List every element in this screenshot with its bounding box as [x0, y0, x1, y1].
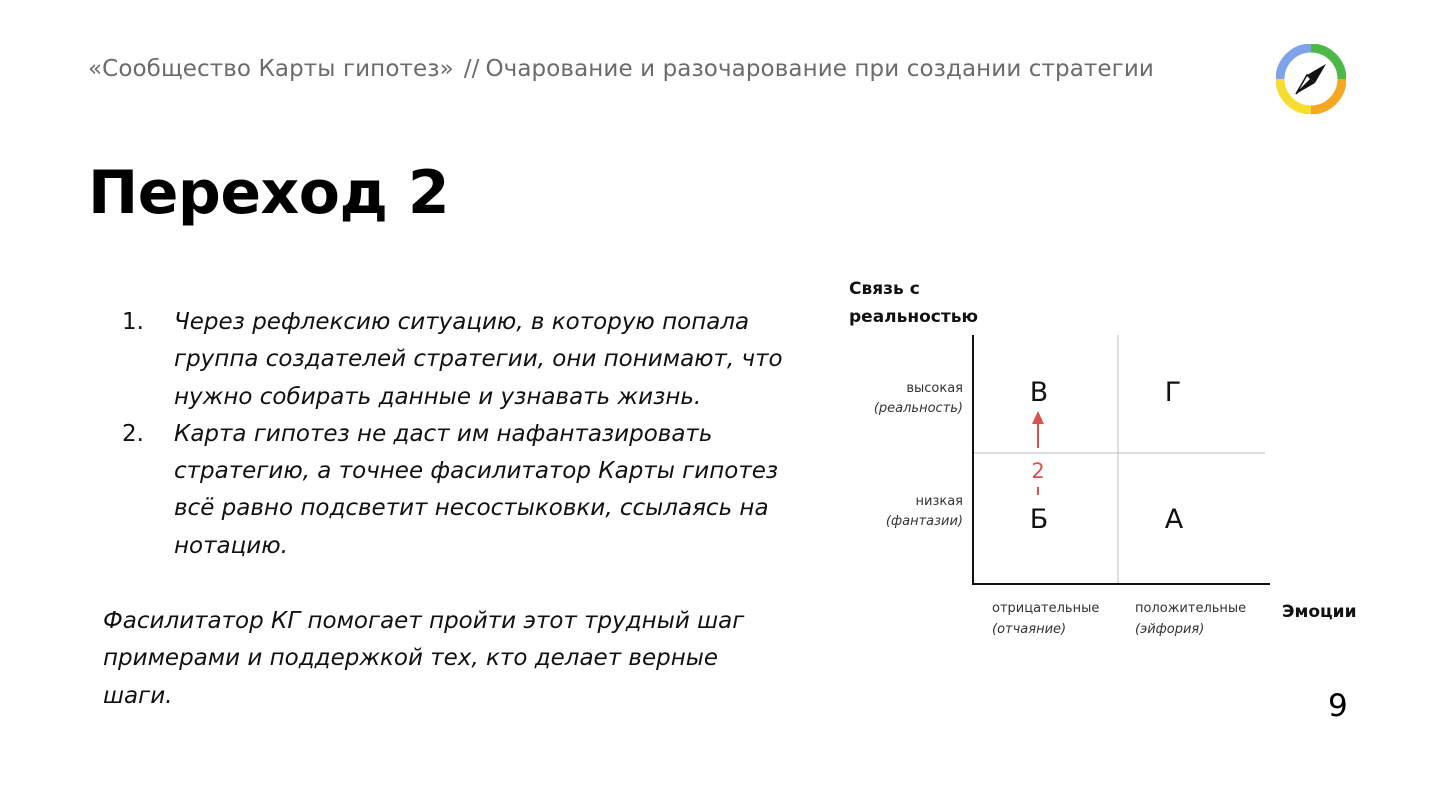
facilitator-note: Фасилитатор КГ помогает пройти этот трудный шаг примерами и поддержкой тех, кто делает верные шаги. — [103, 608, 745, 709]
row-sublabel-high: (реальность) — [873, 401, 963, 416]
list-item-number: 2. — [122, 420, 144, 447]
list-item-text: Карта гипотез не даст им нафантазировать стратегию, а точнее фасилитатор Карты гипотез всё равно подсветит несостыковки, ссылаясь на нотацию. — [174, 420, 779, 559]
col-sublabel-negative: (отчаяние) — [992, 622, 1067, 637]
col-label-positive: положительные — [1135, 601, 1247, 616]
quadrant-bottom-right: А — [1164, 504, 1184, 535]
presentation-topic: Очарование и разочарование при создании стратегии — [485, 56, 1154, 82]
quadrant-top-left: В — [1029, 377, 1049, 408]
compass-icon — [1276, 44, 1346, 114]
quadrant-bottom-left: Б — [1029, 504, 1049, 535]
y-axis-title-line2: реальностью — [849, 307, 979, 327]
list-item — [116, 416, 806, 565]
row-label-low: низкая — [915, 494, 963, 509]
community-name: «Сообщество Карты гипотез» — [88, 56, 454, 82]
quadrant-top-right: Г — [1164, 377, 1182, 408]
header-separator: // — [463, 56, 480, 82]
slide-header — [88, 56, 1154, 82]
row-sublabel-low: (фантазии) — [885, 514, 963, 529]
slide-title: Переход 2 — [88, 158, 450, 228]
col-label-negative: отрицательные — [992, 601, 1100, 616]
page-number: 9 — [1328, 688, 1348, 724]
emotion-reality-matrix — [840, 270, 1400, 650]
row-label-high: высокая — [906, 381, 963, 396]
list-item — [116, 304, 806, 416]
list-item-text: Через рефлексию ситуацию, в которую попала группа создателей стратегии, они понимают, что нужно собирать данные и узнавать жизнь. — [174, 309, 783, 410]
x-axis-title: Эмоции — [1282, 602, 1357, 622]
y-axis-title-line1: Связь с — [849, 279, 920, 299]
col-sublabel-positive: (эйфория) — [1135, 622, 1205, 637]
list-item-number: 1. — [122, 309, 144, 335]
transition-label: 2 — [1031, 459, 1045, 483]
points-list — [116, 304, 806, 565]
